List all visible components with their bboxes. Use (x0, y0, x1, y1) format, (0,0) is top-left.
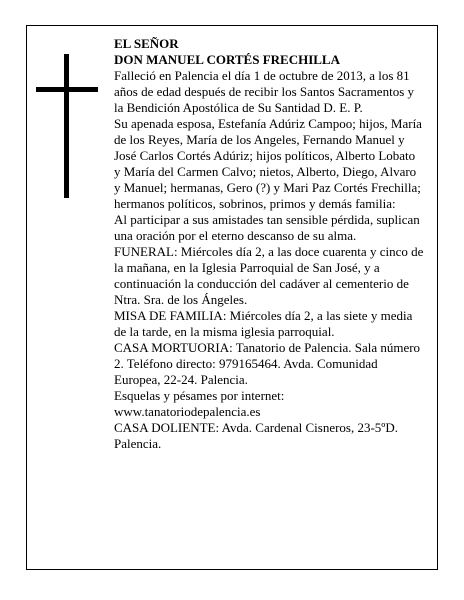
prayer-request: Al participar a sus amistades tan sensible pérdida, suplican una oración por el eterno descanso de su alma. (114, 212, 420, 243)
family-list: Su apenada esposa, Estefanía Adúriz Campoo; hijos, María de los Reyes, María de los Angeles, Fernando Manuel y José Carlos Cortés Adúriz; hijos políticos, Alberto Lobato y María del Carmen Calvo; nietos, Alberto, Diego, Alvaro y Manuel; hermanas, Gero (?) y Mari Paz Cortés Frechilla; hermanos políticos, sobrinos, primos y demás familia: (114, 116, 422, 211)
death-announcement: Falleció en Palencia el día 1 de octubre de 2013, a los 81 años de edad después de recibir los Santos Sacramentos y la Bendición Apostólica de Su Santidad D. E. P. (114, 68, 415, 115)
cross-vertical-bar (64, 54, 69, 198)
funeral-home-details: CASA MORTUORIA: Tanatorio de Palencia. Sala número 2. Teléfono directo: 979165464. Avda. Comunidad Europea, 22-24. Palencia. (114, 340, 421, 387)
condolences-label: Esquelas y pésames por internet: (114, 388, 285, 403)
cross-horizontal-bar (36, 87, 98, 92)
family-home-address: CASA DOLIENTE: Avda. Cardenal Cisneros, 23-5ºD. Palencia. (114, 420, 398, 451)
family-mass-details: MISA DE FAMILIA: Miércoles día 2, a las siete y media de la tarde, en la misma iglesia parroquial. (114, 308, 413, 339)
funeral-details: FUNERAL: Miércoles día 2, a las doce cuarenta y cinco de la mañana, en la Iglesia Parroquial de San José, y a continuación la conducción del cadáver al cementerio de Ntra. Sra. de los Ángeles. (114, 244, 424, 307)
deceased-title: EL SEÑOR (114, 36, 179, 51)
deceased-name: DON MANUEL CORTÉS FRECHILLA (114, 52, 340, 67)
notice-text (114, 36, 424, 452)
condolences-website: www.tanatoriodepalencia.es (114, 404, 261, 419)
cross-icon (36, 54, 98, 198)
